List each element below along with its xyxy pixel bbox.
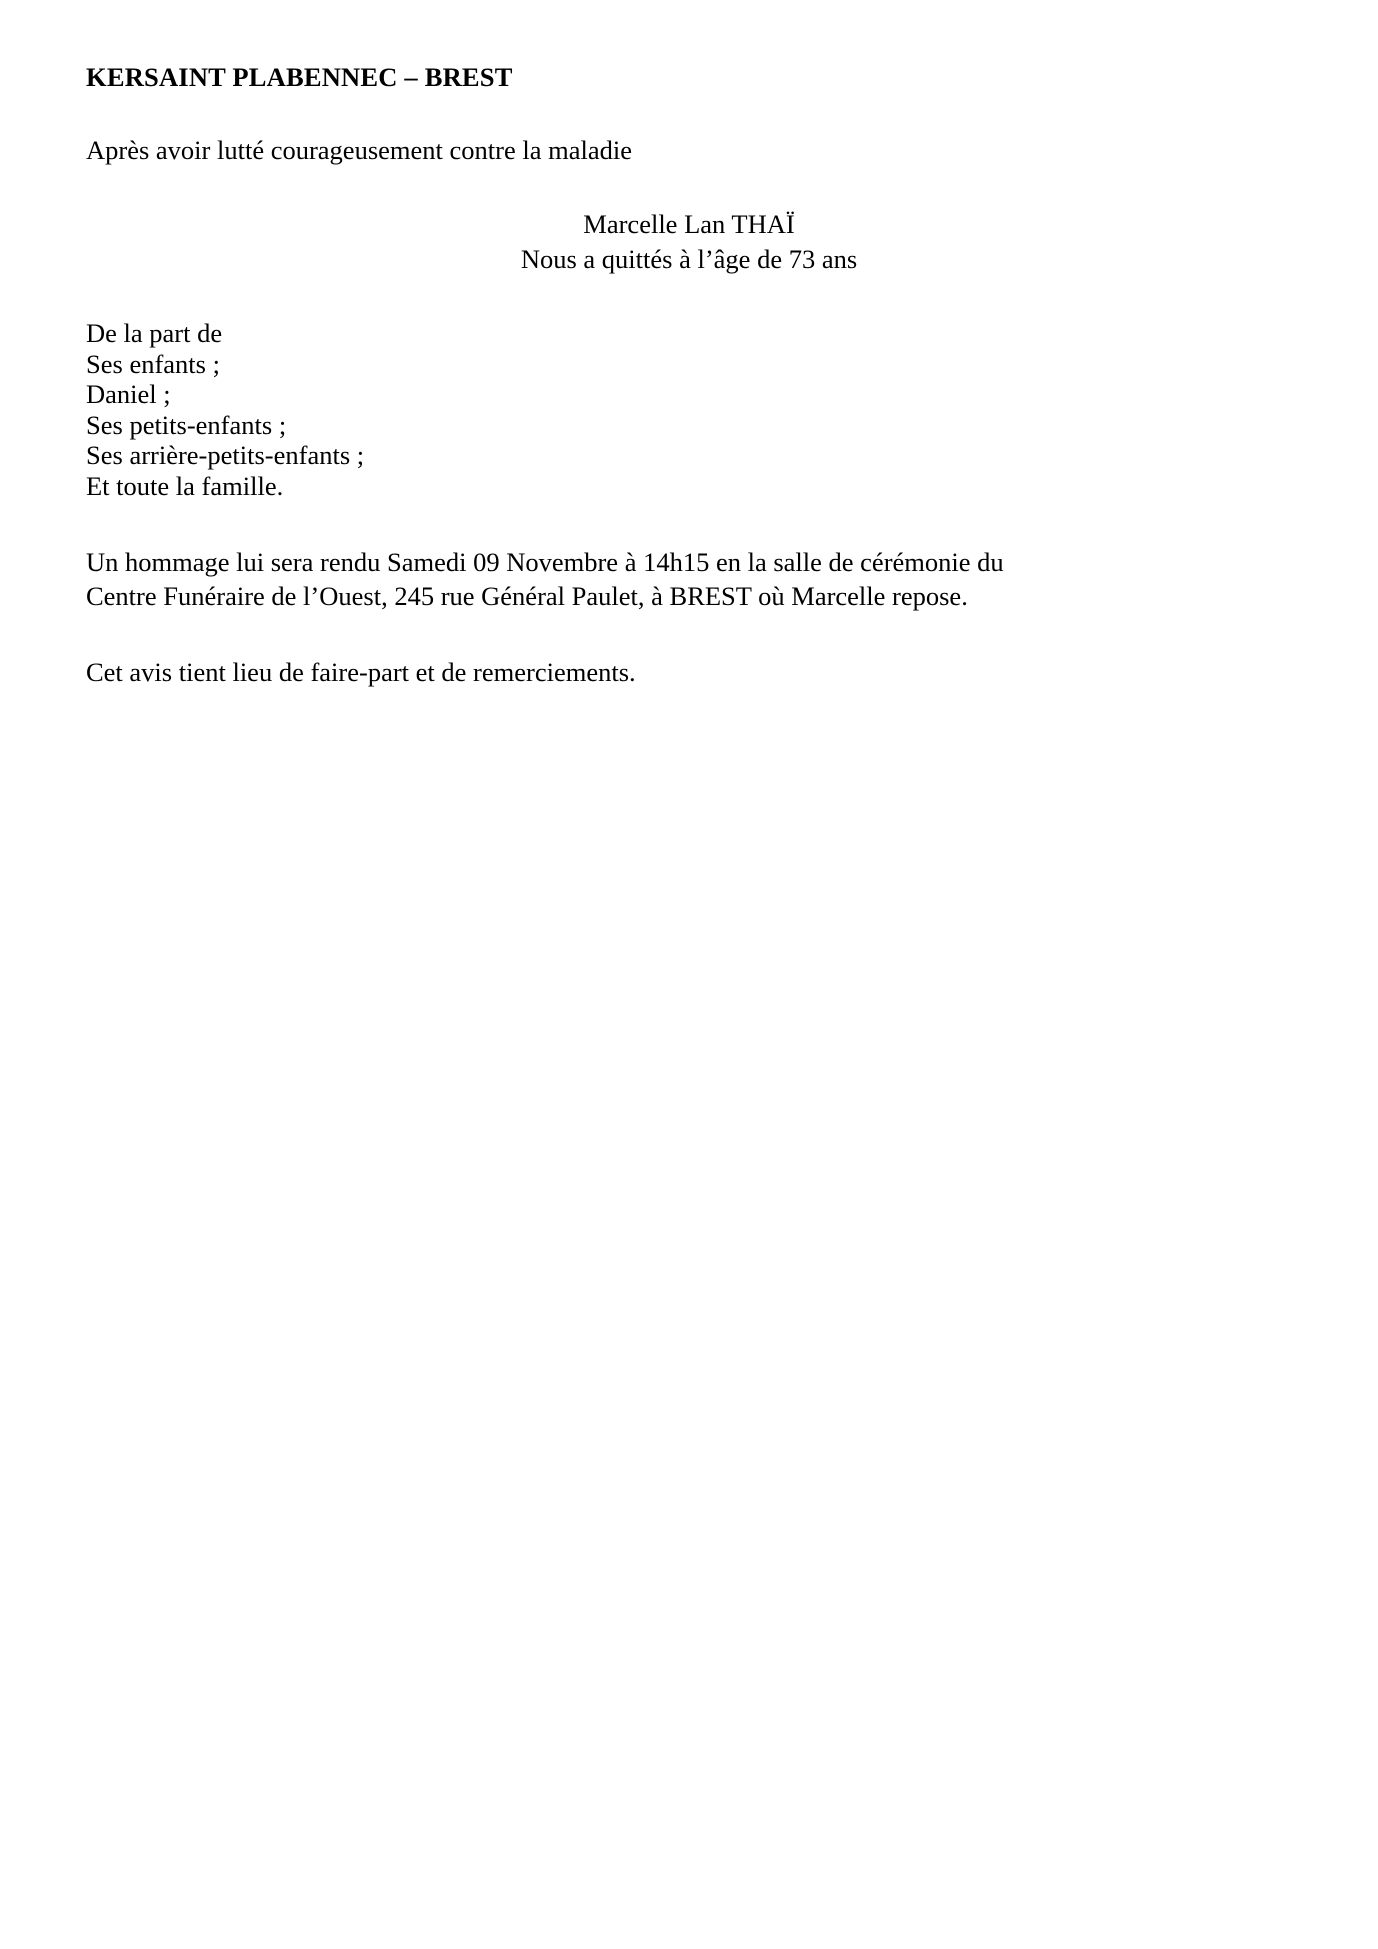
- spacer: [86, 165, 1292, 207]
- page-title: KERSAINT PLABENNEC – BREST: [86, 62, 513, 92]
- spacer: [86, 276, 1292, 318]
- closing-paragraph: Cet avis tient lieu de faire-part et de remerciements.: [86, 657, 636, 688]
- spacer: [86, 613, 1292, 657]
- list-item: Ses petits-enfants ;: [86, 409, 287, 440]
- ceremony-line-1: Un hommage lui sera rendu Samedi 09 Novembre à 14h15 en la salle de cérémonie du: [86, 546, 1004, 577]
- list-item: Daniel ;: [86, 379, 171, 410]
- from-label: De la part de: [86, 318, 223, 349]
- list-item: Ses arrière-petits-enfants ;: [86, 440, 365, 471]
- spacer: [86, 502, 1292, 546]
- list-item: Et toute la famille.: [86, 471, 284, 502]
- ceremony-line-2: Centre Funéraire de l’Ouest, 245 rue Général Paulet, à BREST où Marcelle repose.: [86, 580, 968, 611]
- family-block: [86, 318, 1292, 502]
- list-item: Ses enfants ;: [86, 348, 220, 379]
- ceremony-block: [86, 546, 1292, 614]
- deceased-age-line: Nous a quittés à l’âge de 73 ans: [520, 243, 858, 274]
- document-body: [86, 62, 1292, 688]
- intro-paragraph: Après avoir lutté courageusement contre la maladie: [86, 134, 632, 165]
- deceased-block: [86, 207, 1292, 276]
- deceased-name: Marcelle Lan THAÏ: [583, 209, 795, 240]
